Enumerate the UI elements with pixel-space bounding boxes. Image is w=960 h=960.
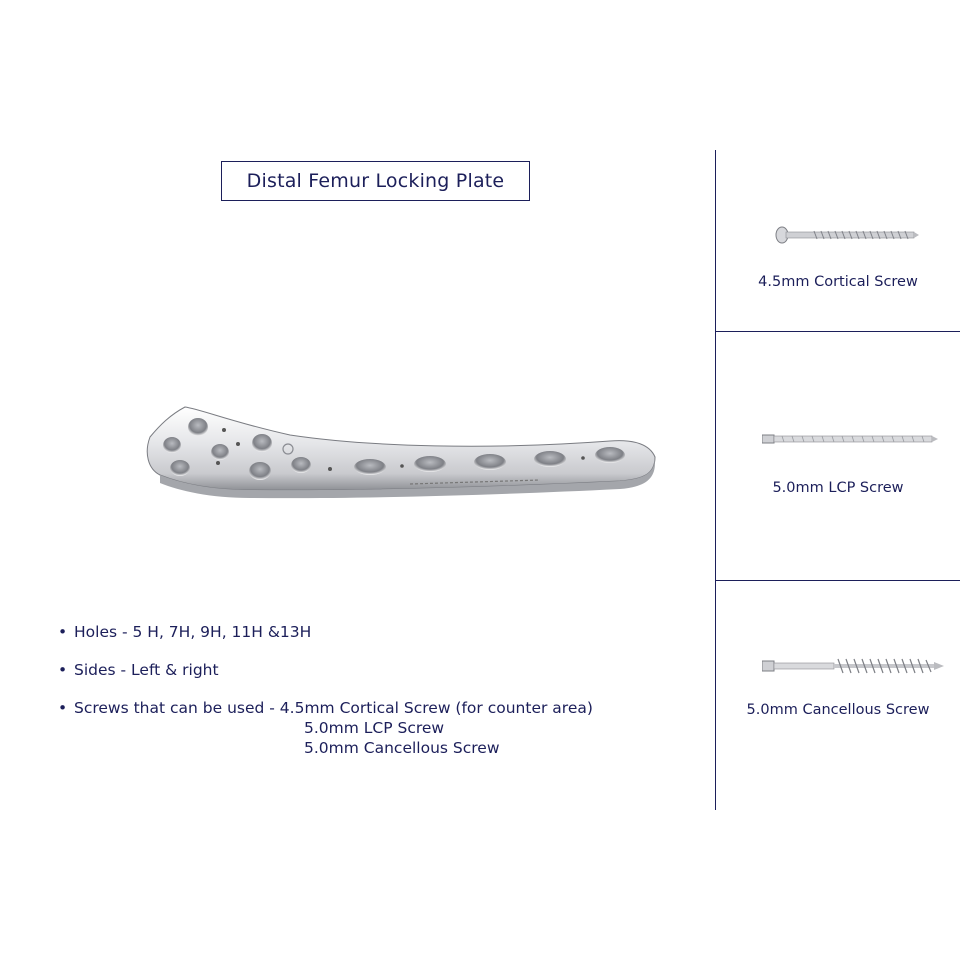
- spec-screws: [58, 698, 593, 718]
- page-title: Distal Femur Locking Plate: [221, 161, 530, 201]
- spec-screws-lcp: 5.0mm LCP Screw: [304, 719, 445, 737]
- lcp-screw-label: 5.0mm LCP Screw: [772, 480, 904, 496]
- bullet-mark: •: [58, 661, 68, 679]
- spec-holes: [58, 622, 593, 642]
- bullet-mark: •: [58, 623, 68, 641]
- locking-plate-image: [140, 395, 670, 505]
- spec-sides: [58, 660, 593, 680]
- lcp-screw-icon: [762, 432, 938, 446]
- cortical-screw-label: 4.5mm Cortical Screw: [758, 274, 918, 290]
- spec-screws-text: Screws that can be used - 4.5mm Cortical Screw (for counter area): [74, 699, 593, 717]
- cortical-screw-icon: [774, 224, 920, 246]
- horizontal-divider: [715, 331, 960, 332]
- spec-sides-text: Sides - Left & right: [74, 661, 219, 679]
- bullet-mark: •: [58, 699, 68, 717]
- cancellous-screw-label: 5.0mm Cancellous Screw: [746, 702, 930, 718]
- horizontal-divider: [715, 580, 960, 581]
- cancellous-screw-icon: [762, 656, 944, 676]
- spec-holes-text: Holes - 5 H, 7H, 9H, 11H &13H: [74, 623, 312, 641]
- spec-screws-cancellous: 5.0mm Cancellous Screw: [304, 739, 500, 757]
